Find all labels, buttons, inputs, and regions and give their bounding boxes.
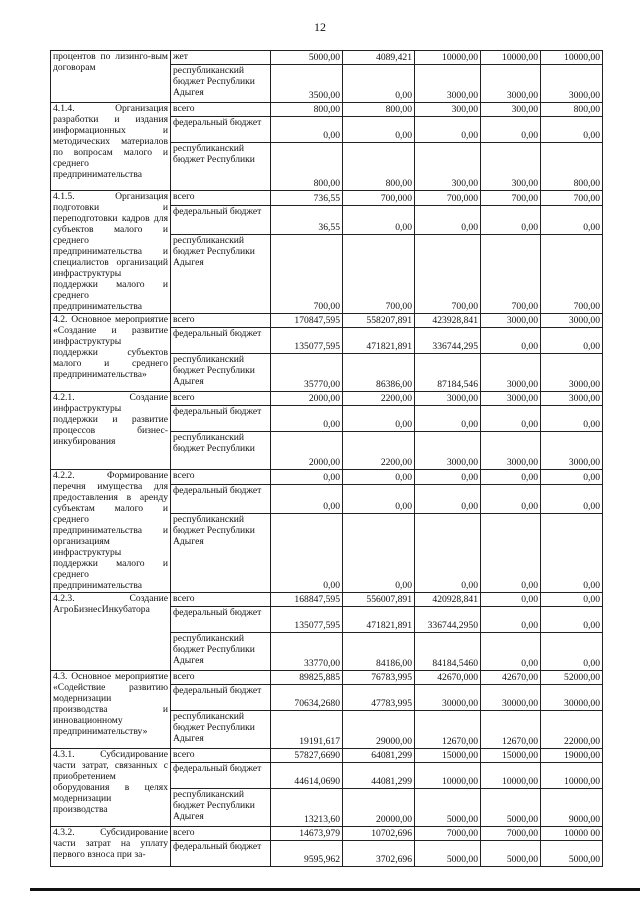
amount-cell: 300,00: [415, 103, 481, 117]
amount-cell: 3000,00: [481, 314, 541, 328]
activity-name: 4.3. Основное мероприятие «Содействие развитию модернизации производства и инновационному предпринимательству»: [51, 671, 171, 749]
amount-cell: 29000,00: [343, 711, 415, 749]
amount-cell: 86386,00: [343, 354, 415, 392]
amount-cell: 700,00: [271, 234, 343, 313]
funding-source: республиканский бюджет Республики Адыгея: [171, 633, 271, 671]
funding-source: федеральный бюджет: [171, 117, 271, 143]
amount-cell: 3500,00: [271, 65, 343, 103]
activity-name: 4.2.2. Формирование перечня имущества для предоставления в аренду субъектам малого и среднего предпринимательства и организациям инфраструктуры поддержки малого и среднего предпринимательства: [51, 470, 171, 593]
funding-source: федеральный бюджет: [171, 763, 271, 789]
amount-cell: 3000,00: [541, 354, 603, 392]
amount-cell: 0,00: [481, 607, 541, 633]
activity-name: 4.3.1. Субсидирование части затрат, связанных с приобретением оборудования в целях модернизации производства: [51, 749, 171, 827]
amount-cell: 0,00: [481, 117, 541, 143]
amount-cell: 0,00: [541, 117, 603, 143]
amount-cell: 800,00: [541, 143, 603, 191]
amount-cell: 5000,00: [481, 841, 541, 867]
amount-cell: 30000,00: [415, 685, 481, 711]
amount-cell: 5000,00: [271, 51, 343, 65]
amount-cell: 0,00: [415, 513, 481, 592]
amount-cell: 89825,885: [271, 671, 343, 685]
funding-source: республиканский бюджет Республики Адыгея: [171, 65, 271, 103]
amount-cell: 57827,6690: [271, 749, 343, 763]
funding-source: жет: [171, 51, 271, 65]
table-row: [51, 827, 603, 841]
amount-cell: 12670,00: [415, 711, 481, 749]
amount-cell: 800,00: [271, 103, 343, 117]
amount-cell: 0,00: [481, 406, 541, 432]
amount-cell: 10000,00: [541, 51, 603, 65]
table-row: [51, 191, 603, 206]
amount-cell: 84186,00: [343, 633, 415, 671]
amount-cell: 3000,00: [481, 65, 541, 103]
amount-cell: 0,00: [271, 470, 343, 485]
funding-source: федеральный бюджет: [171, 841, 271, 867]
amount-cell: 64081,299: [343, 749, 415, 763]
activity-name: 4.1.4. Организация разработки и издания информационных и методических материалов по вопросам малого и среднего предпринимательства: [51, 103, 171, 191]
amount-cell: 44614,0690: [271, 763, 343, 789]
activity-name: 4.2. Основное мероприятие «Создание и развитие инфраструктуры поддержки субъектов малого и среднего предпринимательства»: [51, 314, 171, 392]
amount-cell: 84184,5460: [415, 633, 481, 671]
funding-source: всего: [171, 470, 271, 485]
amount-cell: 423928,841: [415, 314, 481, 328]
table-row: [51, 51, 603, 65]
amount-cell: 2200,00: [343, 392, 415, 406]
amount-cell: 700,00: [541, 191, 603, 206]
amount-cell: 300,00: [415, 143, 481, 191]
amount-cell: 13213,60: [271, 789, 343, 827]
amount-cell: 0,00: [343, 206, 415, 235]
funding-source: республиканский бюджет Республики Адыгея: [171, 354, 271, 392]
amount-cell: 700,00: [415, 234, 481, 313]
funding-source: всего: [171, 749, 271, 763]
amount-cell: 420928,841: [415, 593, 481, 607]
table-row: [51, 470, 603, 485]
funding-source: федеральный бюджет: [171, 206, 271, 235]
amount-cell: 0,00: [541, 485, 603, 514]
amount-cell: 10000,00: [481, 763, 541, 789]
amount-cell: 42670,000: [415, 671, 481, 685]
amount-cell: 0,00: [343, 485, 415, 514]
amount-cell: 30000,00: [481, 685, 541, 711]
amount-cell: 10000,00: [481, 51, 541, 65]
amount-cell: 3000,00: [481, 392, 541, 406]
funding-source: республиканский бюджет Республики: [171, 432, 271, 470]
funding-source: всего: [171, 103, 271, 117]
amount-cell: 12670,00: [481, 711, 541, 749]
amount-cell: 0,00: [481, 593, 541, 607]
amount-cell: 2000,00: [271, 432, 343, 470]
amount-cell: 10000,00: [541, 763, 603, 789]
amount-cell: 5000,00: [415, 789, 481, 827]
table-row: [51, 103, 603, 117]
table-row: [51, 593, 603, 607]
amount-cell: 3000,00: [541, 392, 603, 406]
amount-cell: 0,00: [481, 513, 541, 592]
amount-cell: 700,00: [343, 234, 415, 313]
amount-cell: 0,00: [541, 328, 603, 354]
table-row: [51, 749, 603, 763]
amount-cell: 15000,00: [415, 749, 481, 763]
amount-cell: 135077,595: [271, 328, 343, 354]
amount-cell: 47783,995: [343, 685, 415, 711]
amount-cell: 52000,00: [541, 671, 603, 685]
amount-cell: 556007,891: [343, 593, 415, 607]
amount-cell: 2000,00: [271, 392, 343, 406]
amount-cell: 22000,00: [541, 711, 603, 749]
amount-cell: 300,00: [481, 143, 541, 191]
amount-cell: 0,00: [271, 485, 343, 514]
amount-cell: 800,00: [343, 143, 415, 191]
amount-cell: 42670,00: [481, 671, 541, 685]
amount-cell: 700,00: [541, 234, 603, 313]
funding-source: республиканский бюджет Республики Адыгея: [171, 711, 271, 749]
amount-cell: 0,00: [415, 470, 481, 485]
amount-cell: 0,00: [541, 633, 603, 671]
funding-source: федеральный бюджет: [171, 406, 271, 432]
amount-cell: 7000,00: [481, 827, 541, 841]
amount-cell: 0,00: [481, 470, 541, 485]
amount-cell: 3000,00: [415, 432, 481, 470]
funding-source: всего: [171, 827, 271, 841]
funding-source: республиканский бюджет Республики Адыгея: [171, 789, 271, 827]
amount-cell: 300,00: [481, 103, 541, 117]
amount-cell: 168847,595: [271, 593, 343, 607]
amount-cell: 558207,891: [343, 314, 415, 328]
amount-cell: 0,00: [271, 513, 343, 592]
funding-source: всего: [171, 671, 271, 685]
amount-cell: 87184,546: [415, 354, 481, 392]
amount-cell: 4089,421: [343, 51, 415, 65]
amount-cell: 3000,00: [415, 392, 481, 406]
table-row: [51, 392, 603, 406]
amount-cell: 0,00: [343, 470, 415, 485]
amount-cell: 9595,962: [271, 841, 343, 867]
amount-cell: 700,00: [481, 191, 541, 206]
page-edge-line: [30, 888, 640, 891]
amount-cell: 5000,00: [541, 841, 603, 867]
amount-cell: 0,00: [481, 206, 541, 235]
amount-cell: 0,00: [541, 607, 603, 633]
amount-cell: 5000,00: [415, 841, 481, 867]
amount-cell: 3000,00: [541, 314, 603, 328]
amount-cell: 10000,00: [415, 763, 481, 789]
amount-cell: 44081,299: [343, 763, 415, 789]
amount-cell: 0,00: [271, 117, 343, 143]
page-number: 12: [314, 20, 326, 34]
amount-cell: 70634,2680: [271, 685, 343, 711]
amount-cell: 76783,995: [343, 671, 415, 685]
amount-cell: 7000,00: [415, 827, 481, 841]
activity-name: 4.2.3. Создание АгроБизнесИнкубатора: [51, 593, 171, 671]
amount-cell: 14673,979: [271, 827, 343, 841]
amount-cell: 3702,696: [343, 841, 415, 867]
amount-cell: 0,00: [541, 206, 603, 235]
funding-source: всего: [171, 593, 271, 607]
funding-source: республиканский бюджет Республики Адыгея: [171, 513, 271, 592]
amount-cell: 30000,00: [541, 685, 603, 711]
amount-cell: 0,00: [415, 406, 481, 432]
budget-table: [50, 50, 603, 867]
amount-cell: 800,00: [343, 103, 415, 117]
amount-cell: 3000,00: [481, 354, 541, 392]
funding-source: всего: [171, 314, 271, 328]
amount-cell: 19000,00: [541, 749, 603, 763]
amount-cell: 471821,891: [343, 607, 415, 633]
amount-cell: 0,00: [541, 406, 603, 432]
amount-cell: 3000,00: [541, 65, 603, 103]
activity-name: 4.2.1. Создание инфраструктуры поддержки и развитие процессов бизнес-инкубирования: [51, 392, 171, 470]
amount-cell: 0,00: [343, 65, 415, 103]
amount-cell: 35770,00: [271, 354, 343, 392]
table-row: [51, 671, 603, 685]
amount-cell: 3000,00: [541, 432, 603, 470]
amount-cell: 135077,595: [271, 607, 343, 633]
amount-cell: 336744,2950: [415, 607, 481, 633]
activity-name: процентов по лизинго-вым договорам: [51, 51, 171, 103]
amount-cell: 0,00: [541, 513, 603, 592]
amount-cell: 800,00: [541, 103, 603, 117]
amount-cell: 0,00: [271, 406, 343, 432]
amount-cell: 3000,00: [481, 432, 541, 470]
funding-source: всего: [171, 191, 271, 206]
amount-cell: 0,00: [415, 485, 481, 514]
amount-cell: 700,00: [481, 234, 541, 313]
amount-cell: 19191,617: [271, 711, 343, 749]
amount-cell: 10000 00: [541, 827, 603, 841]
amount-cell: 700,000: [343, 191, 415, 206]
amount-cell: 9000,00: [541, 789, 603, 827]
amount-cell: 0,00: [415, 206, 481, 235]
amount-cell: 336744,295: [415, 328, 481, 354]
funding-source: федеральный бюджет: [171, 607, 271, 633]
amount-cell: 15000,00: [481, 749, 541, 763]
amount-cell: 0,00: [481, 485, 541, 514]
amount-cell: 33770,00: [271, 633, 343, 671]
amount-cell: 0,00: [415, 117, 481, 143]
amount-cell: 700,000: [415, 191, 481, 206]
activity-name: 4.1.5. Организация подготовки и переподготовки кадров для субъектов малого и среднего предпринимательства и специалистов организаций инфраструктуры поддержки малого и среднего предпринимательства: [51, 191, 171, 314]
amount-cell: 0,00: [541, 470, 603, 485]
amount-cell: 3000,00: [415, 65, 481, 103]
amount-cell: 20000,00: [343, 789, 415, 827]
amount-cell: 736,55: [271, 191, 343, 206]
amount-cell: 800,00: [271, 143, 343, 191]
funding-source: федеральный бюджет: [171, 485, 271, 514]
amount-cell: 0,00: [541, 593, 603, 607]
amount-cell: 471821,891: [343, 328, 415, 354]
table-row: [51, 314, 603, 328]
funding-source: федеральный бюджет: [171, 685, 271, 711]
amount-cell: 0,00: [343, 513, 415, 592]
amount-cell: 0,00: [481, 328, 541, 354]
amount-cell: 2200,00: [343, 432, 415, 470]
funding-source: республиканский бюджет Республики Адыгея: [171, 234, 271, 313]
activity-name: 4.3.2. Субсидирование части затрат на уплату первого взноса при за-: [51, 827, 171, 867]
funding-source: республиканский бюджет Республики: [171, 143, 271, 191]
amount-cell: 0,00: [481, 633, 541, 671]
amount-cell: 0,00: [343, 406, 415, 432]
amount-cell: 0,00: [343, 117, 415, 143]
amount-cell: 10000,00: [415, 51, 481, 65]
amount-cell: 170847,595: [271, 314, 343, 328]
funding-source: федеральный бюджет: [171, 328, 271, 354]
funding-source: всего: [171, 392, 271, 406]
amount-cell: 36,55: [271, 206, 343, 235]
amount-cell: 5000,00: [481, 789, 541, 827]
amount-cell: 10702,696: [343, 827, 415, 841]
